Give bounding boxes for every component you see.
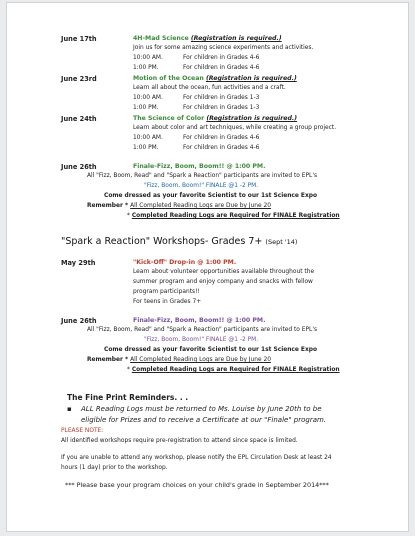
session-time: 1:00 PM.: [133, 145, 159, 151]
session-grades: For children in Grades 4-6: [183, 55, 260, 61]
finale-title: Finale-Fizz, Boom, Boom!! @ 1:00 PM.: [133, 317, 266, 324]
date-may-29: May 29th: [61, 259, 96, 267]
event-title: Motion of the Ocean (Registration is required.): [133, 75, 297, 82]
finale-time: "Fizz, Boom, Boom!" FINALE @1 -2 PM.: [144, 337, 259, 343]
please-note-text: All identified workshops require pre-registration to attend since space is limited.: [61, 438, 298, 444]
kickoff-description: summer program and enjoy company and snacks with fellow: [133, 279, 313, 285]
date-june-24: June 24th: [61, 115, 97, 123]
reminder-line: Remember * All Completed Reading Logs are Due by June 20: [87, 357, 272, 363]
date-june-23: June 23rd: [61, 75, 97, 83]
date-june-26: June 26th: [61, 163, 97, 171]
session-grades: For children in Grades 4-6: [183, 135, 260, 141]
event-description: Learn all about the ocean, fun activities and a craft.: [133, 85, 286, 91]
reminder-line: * Completed Reading Logs are Required for FINALE Registration: [127, 213, 340, 219]
kickoff-title: "Kick-Off" Drop-in @ 1:00 PM.: [133, 259, 237, 266]
reading-log-reminder: ALL Reading Logs must be returned to Ms. Louise by June 20th to be: [81, 405, 322, 413]
finale-expo: Come dressed as your favorite Scientist to our 1st Science Expo: [104, 193, 318, 199]
finale-expo: Come dressed as your favorite Scientist to our 1st Science Expo: [104, 347, 318, 353]
session-grades: For children in Grades 1-3: [183, 105, 260, 111]
please-note-label: PLEASE NOTE:: [61, 428, 104, 434]
session-time: 10:00 AM.: [133, 55, 163, 61]
kickoff-audience: For teens in Grades 7+: [133, 299, 202, 305]
fine-print-heading: The Fine Print Reminders. . .: [67, 393, 189, 402]
finale-title: Finale-Fizz, Boom, Boom!! @ 1:00 PM.: [133, 163, 266, 170]
session-grades: For children in Grades 4-6: [183, 145, 260, 151]
finale-time: "Fizz, Boom, Boom!" FINALE @1 -2 PM.: [144, 183, 259, 189]
event-description: Learn about color and art techniques, while creating a group project.: [133, 125, 337, 131]
flyer-page: [6, 2, 409, 532]
session-grades: For children in Grades 1-3: [183, 95, 260, 101]
session-time: 1:00 PM.: [133, 105, 159, 111]
session-time: 10:00 AM.: [133, 95, 163, 101]
finale-invite: All "Fizz, Boom, Read" and "Spark a Reaction" participants are invited to EPL's: [87, 173, 318, 179]
session-time: 10:00 AM.: [133, 135, 163, 141]
event-description: Join us for some amazing science experiments and activities.: [133, 45, 314, 51]
finale-invite: All "Fizz, Boom, Read" and "Spark a Reaction" participants are invited to EPL's: [87, 327, 318, 333]
reminder-line: * Completed Reading Logs are Required for FINALE Registration: [127, 367, 340, 373]
cancellation-note: hours (1 day) prior to the workshop.: [61, 465, 168, 471]
reading-log-reminder: eligible for Prizes and to receive a Certificate at our "Finale" program.: [81, 416, 327, 424]
footer-note: *** Please base your program choices on your child's grade in September 2014***: [65, 481, 329, 489]
date-june-17: June 17th: [61, 35, 97, 43]
workshop-heading: "Spark a Reaction" Workshops- Grades 7+ (Sept '14): [61, 236, 298, 247]
date-june-26: June 26th: [61, 317, 97, 325]
reminder-line: Remember * All Completed Reading Logs are Due by June 20: [87, 203, 272, 209]
cancellation-note: If you are unable to attend any workshop, please notify the EPL Circulation Desk at least 24: [61, 455, 332, 461]
kickoff-description: Learn about volunteer opportunities available throughout the: [133, 269, 315, 275]
event-title: The Science of Color (Registration is required.): [133, 115, 298, 122]
kickoff-description: program participants!!: [133, 289, 200, 295]
bullet-icon: ▪: [67, 405, 72, 413]
session-grades: For children in Grades 4-6: [183, 65, 260, 71]
event-title: 4H-Mad Science (Registration is required.): [133, 35, 282, 42]
session-time: 1:00 PM.: [133, 65, 159, 71]
